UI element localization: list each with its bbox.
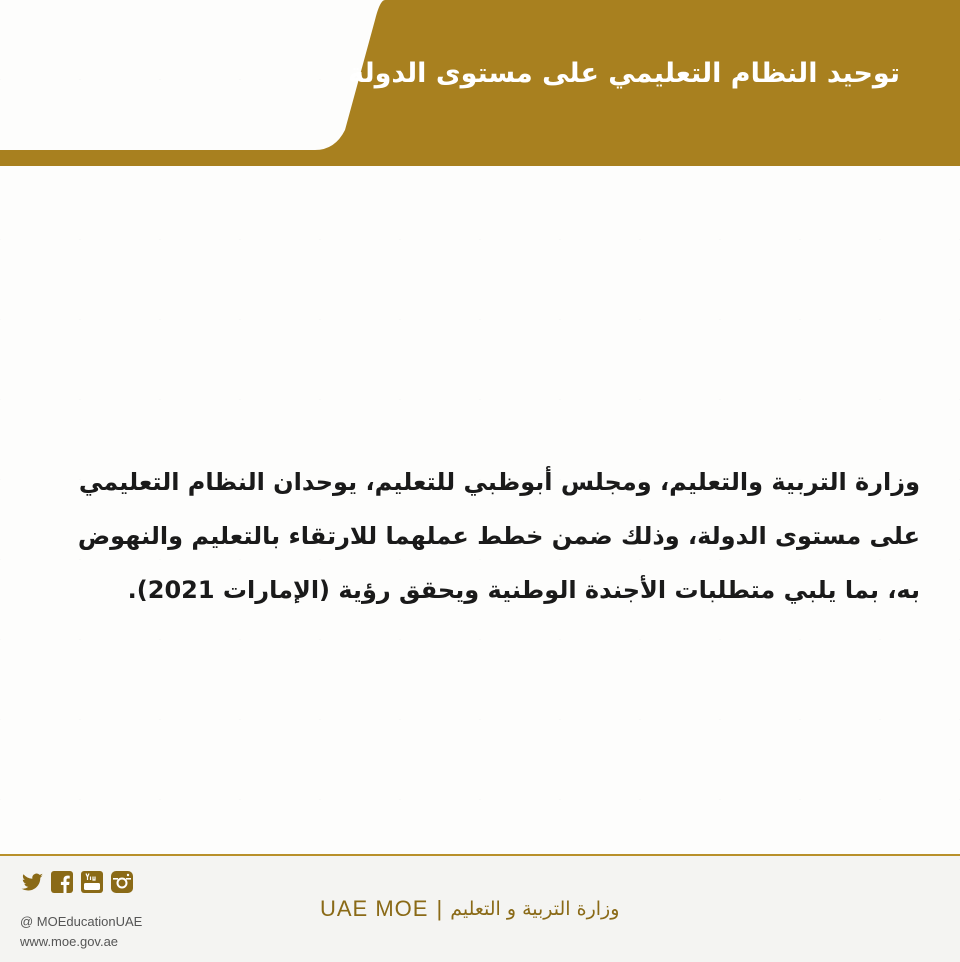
- social-handle[interactable]: @ MOEducationUAE: [20, 914, 143, 929]
- brand-separator: |: [436, 896, 443, 921]
- instagram-icon[interactable]: [110, 870, 134, 894]
- announcement-text: [20, 455, 920, 617]
- footer: [0, 854, 960, 962]
- website-link[interactable]: www.moe.gov.ae: [20, 934, 119, 949]
- announcement-line: على مستوى الدولة، وذلك ضمن خطط عملهما للارتقاء بالتعليم والنهوض: [77, 522, 920, 550]
- youtube-icon[interactable]: [80, 870, 104, 894]
- facebook-icon[interactable]: [50, 870, 74, 894]
- brand-arabic: وزارة التربية و التعليم: [450, 898, 620, 920]
- header-title: توحيد النظام التعليمي على مستوى الدولة: [348, 58, 900, 89]
- announcement-line: به، بما يلبي متطلبات الأجندة الوطنية ويحقق رؤية (الإمارات 2021).: [127, 576, 920, 604]
- twitter-icon[interactable]: [20, 870, 44, 894]
- ministry-logo: [320, 896, 619, 922]
- announcement-line: وزارة التربية والتعليم، ومجلس أبوظبي للتعليم، يوحدان النظام التعليمي: [78, 468, 920, 496]
- brand-latin: UAE MOE: [320, 896, 429, 921]
- social-icons: [20, 870, 134, 894]
